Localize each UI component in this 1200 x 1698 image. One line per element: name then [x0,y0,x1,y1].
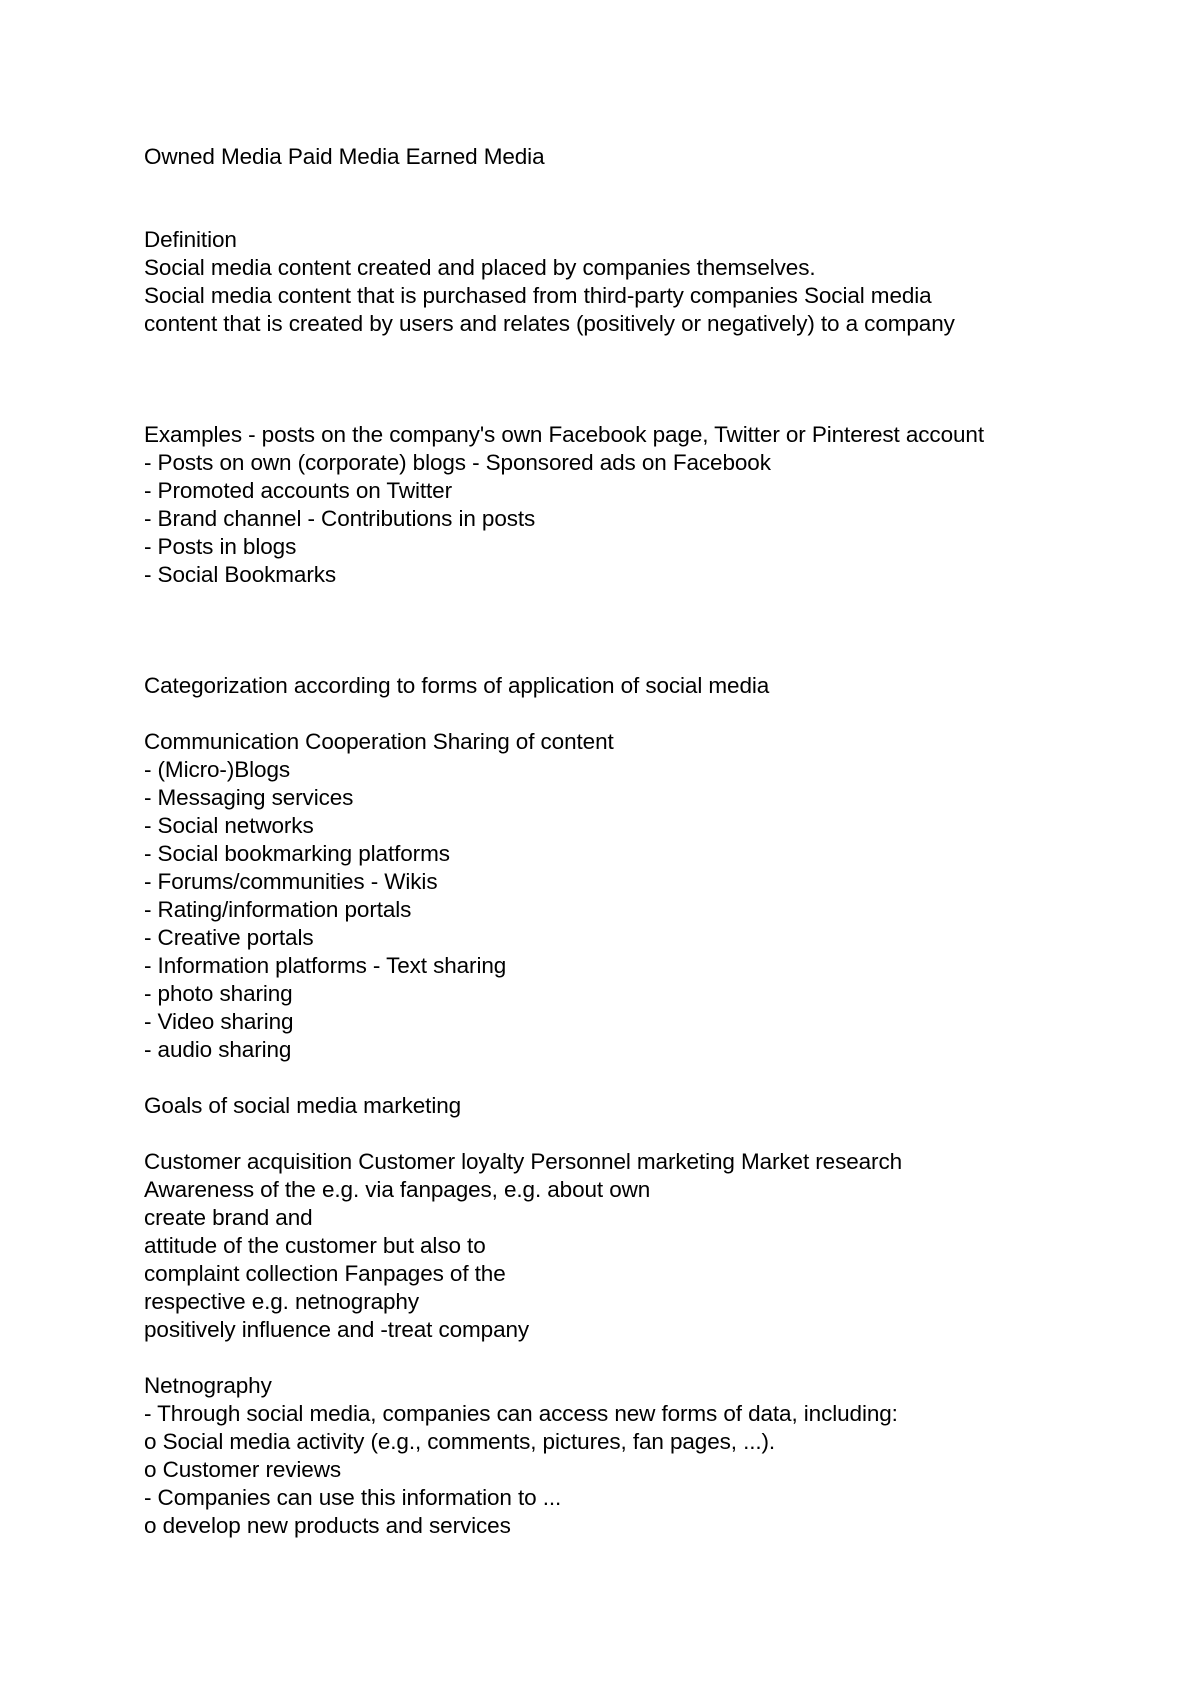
text-line: - Information platforms - Text sharing [144,953,507,978]
text-line: Definition [144,227,237,252]
text-line: - Posts in blogs [144,534,297,559]
text-line: - Social Bookmarks [144,562,337,587]
document-body [144,143,1154,1540]
text-line: Social media content that is purchased from third-party companies Social media [144,283,932,308]
text-block [144,728,1154,1064]
text-line: respective e.g. netnography [144,1289,419,1314]
text-line: Categorization according to forms of application of social media [144,673,770,698]
text-line: - Posts on own (corporate) blogs - Sponsored ads on Facebook [144,450,771,475]
text-line: Customer acquisition Customer loyalty Personnel marketing Market research [144,1149,903,1174]
text-line: - Social bookmarking platforms [144,841,450,866]
text-line: Social media content created and placed by companies themselves. [144,255,816,280]
text-line: - Messaging services [144,785,354,810]
block-gap [144,1344,1154,1372]
text-block [144,1372,1154,1540]
text-line: - audio sharing [144,1037,292,1062]
text-block [144,1092,1154,1120]
text-line: attitude of the customer but also to [144,1233,486,1258]
text-line: - Through social media, companies can access new forms of data, including: [144,1401,898,1426]
text-line: Goals of social media marketing [144,1093,462,1118]
block-gap [144,338,1154,421]
text-line: Examples - posts on the company's own Facebook page, Twitter or Pinterest account [144,422,984,447]
text-line: o Social media activity (e.g., comments, pictures, fan pages, ...). [144,1429,776,1454]
text-block [144,226,1154,338]
text-line: - Companies can use this information to ... [144,1485,562,1510]
text-block [144,421,1154,589]
text-line: positively influence and -treat company [144,1317,530,1342]
text-line: o Customer reviews [144,1457,342,1482]
text-line: - Rating/information portals [144,897,412,922]
text-line: - Brand channel - Contributions in posts [144,506,536,531]
text-block [144,1148,1154,1344]
text-line: - Creative portals [144,925,314,950]
text-line: create brand and [144,1205,313,1230]
text-block [144,143,1154,171]
block-gap [144,1064,1154,1092]
text-line: content that is created by users and relates (positively or negatively) to a company [144,311,955,336]
text-line: - Video sharing [144,1009,294,1034]
block-gap [144,700,1154,728]
text-line: Awareness of the e.g. via fanpages, e.g. about own [144,1177,651,1202]
block-gap [144,171,1154,226]
text-block [144,672,1154,700]
text-line: - Forums/communities - Wikis [144,869,438,894]
block-gap [144,589,1154,672]
text-line: o develop new products and services [144,1513,511,1538]
text-line: - photo sharing [144,981,293,1006]
text-line: Communication Cooperation Sharing of content [144,729,614,754]
text-line: Owned Media Paid Media Earned Media [144,144,545,169]
text-line: - Promoted accounts on Twitter [144,478,452,503]
block-gap [144,1120,1154,1148]
text-line: complaint collection Fanpages of the [144,1261,506,1286]
text-line: - Social networks [144,813,314,838]
text-line: Netnography [144,1373,272,1398]
text-line: - (Micro-)Blogs [144,757,291,782]
